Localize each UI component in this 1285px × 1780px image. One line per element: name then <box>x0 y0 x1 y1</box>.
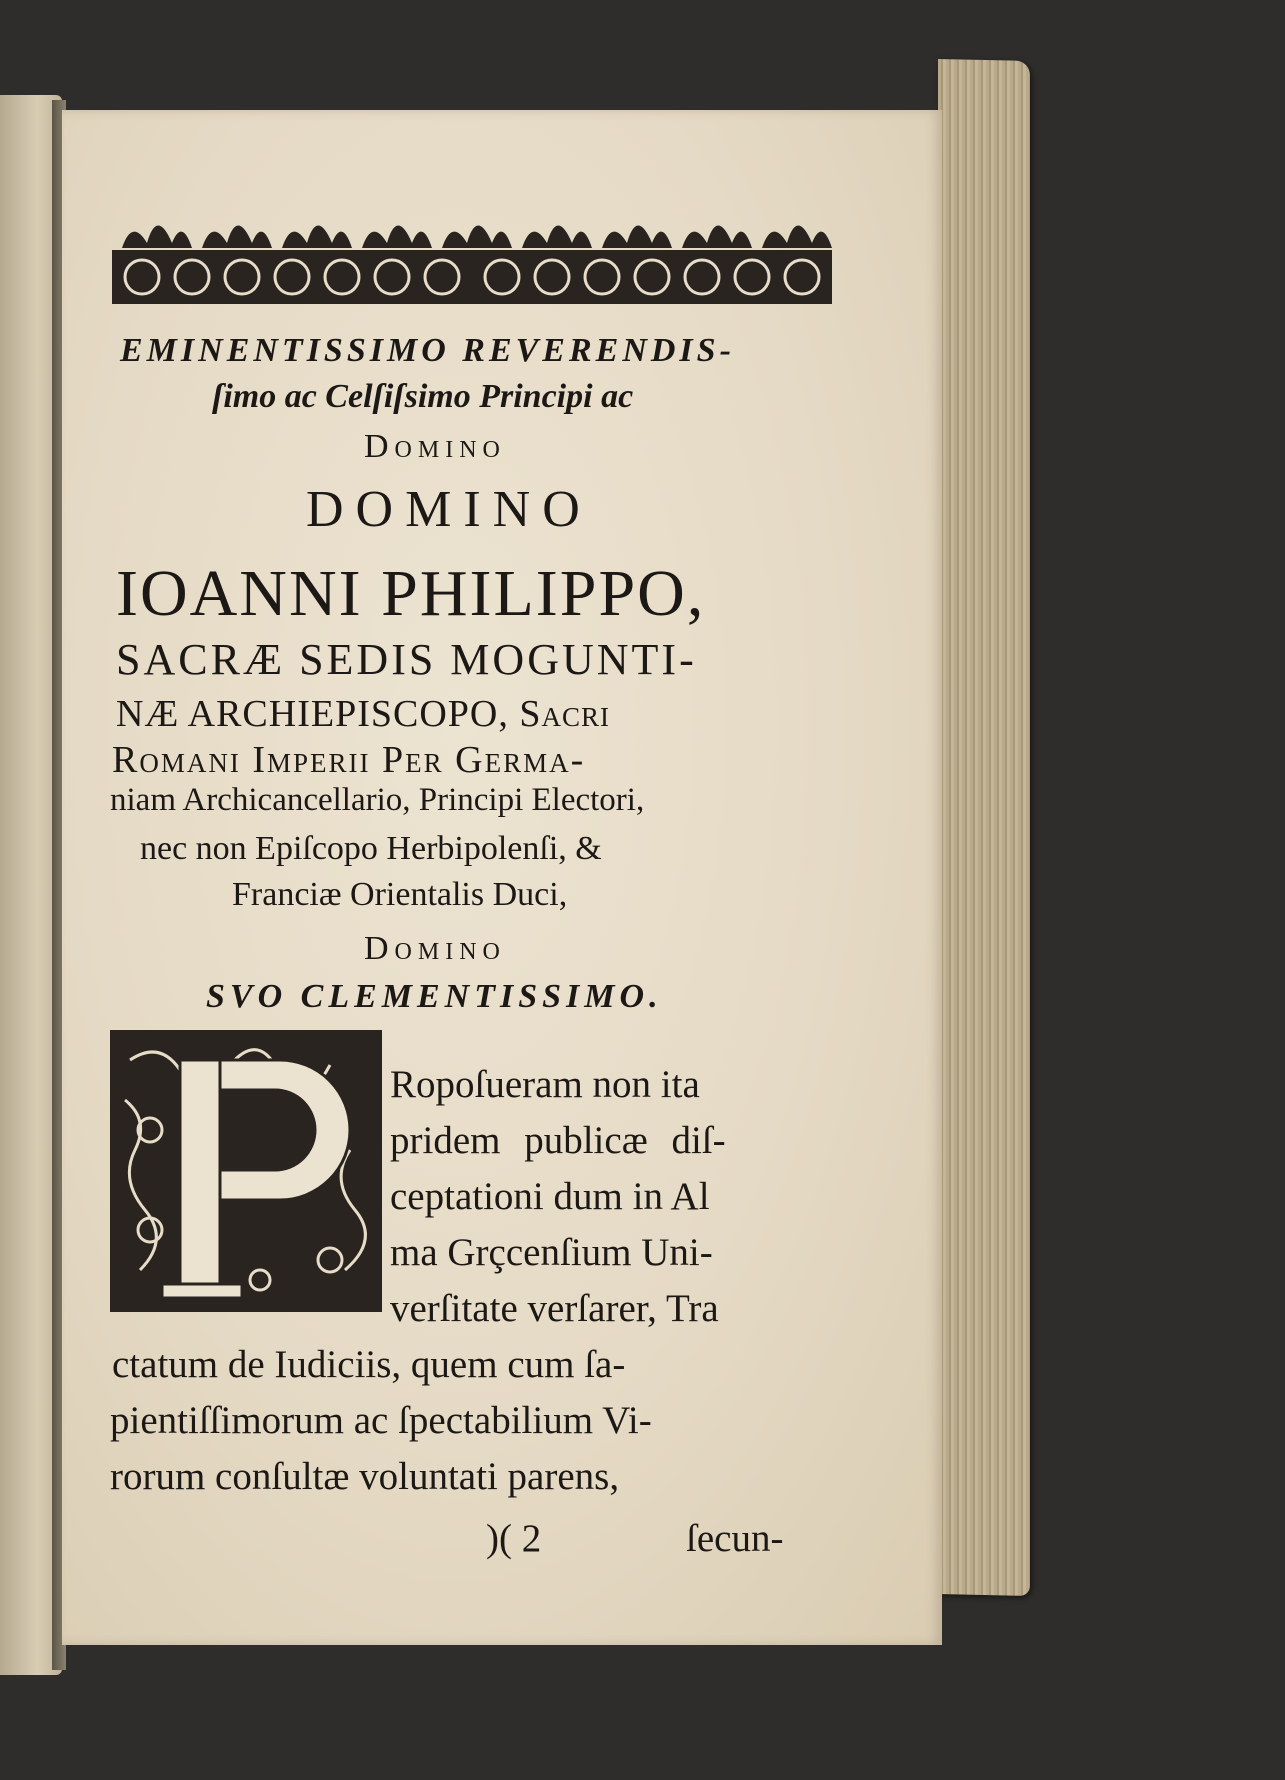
dedication-line-9: niam Archicancellario, Principi Electori, <box>110 782 645 818</box>
body-line-3: ceptationi dum in Al <box>390 1175 710 1218</box>
dedication-line-1: EMINENTISSIMO REVERENDIS- <box>120 332 735 369</box>
body-line-2: pridem publicæ diſ- <box>390 1119 726 1162</box>
dedication-line-8: Romani Imperii Per Germa- <box>112 739 586 781</box>
page-fore-edge <box>938 59 1030 1596</box>
decorated-initial-p <box>110 1030 382 1312</box>
dedication-line-12: Domino <box>364 930 506 967</box>
body-line-7: pientiſſimorum ac ſpectabilium Vi- <box>110 1399 652 1442</box>
body-line-5: verſitate verſarer, Tra <box>390 1287 719 1330</box>
body-line-8: rorum conſultæ voluntati parens, <box>110 1455 620 1498</box>
catchword: ſecun- <box>686 1517 784 1560</box>
dedication-line-6: SACRÆ SEDIS MOGUNTI- <box>116 635 697 684</box>
dedication-line-7: NÆ ARCHIEPISCOPO, Sacri <box>116 693 611 735</box>
ornamental-headpiece <box>112 198 832 306</box>
dedication-line-13: SVO CLEMENTISSIMO. <box>206 978 663 1015</box>
dedication-line-5: IOANNI PHILIPPO, <box>116 557 706 630</box>
dedication-line-10: nec non Epiſcopo Herbipolenſi, & <box>140 830 602 867</box>
body-line-4: ma Grçcenſium Uni- <box>390 1231 713 1274</box>
dedication-line-3: Domino <box>364 428 506 465</box>
body-line-6: ctatum de Iudiciis, quem cum ſa- <box>112 1343 626 1386</box>
dedication-line-4: DOMINO <box>306 481 592 538</box>
dedication-line-11: Franciæ Orientalis Duci, <box>232 876 568 913</box>
signature-mark: )( 2 <box>486 1517 542 1560</box>
dedication-line-2: ſimo ac Celſiſsimo Principi ac <box>212 378 634 415</box>
body-line-1: Ropoſueram non ita <box>390 1063 700 1106</box>
